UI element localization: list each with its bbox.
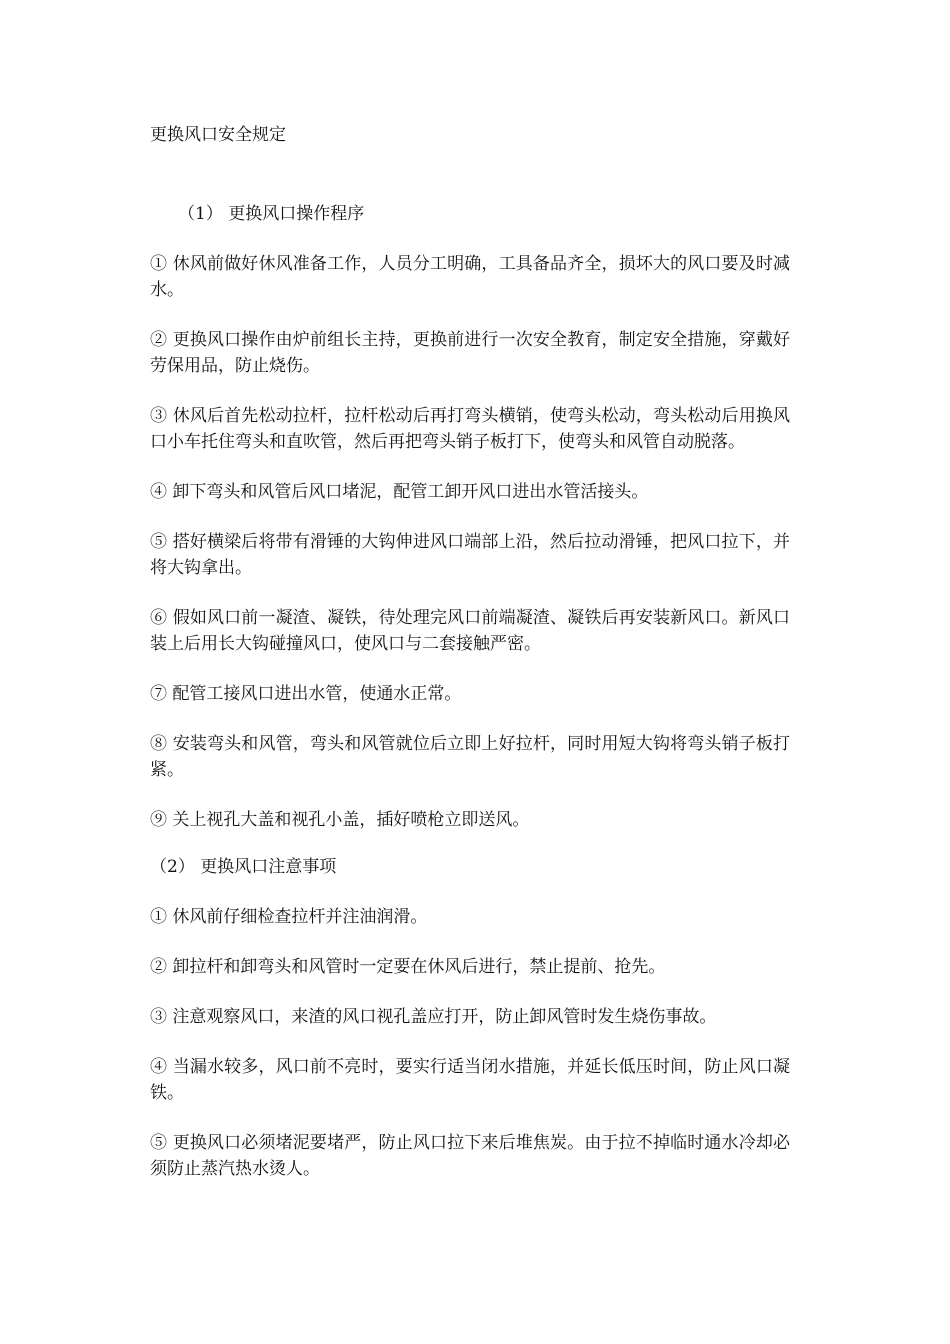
section-heading-2: （2） 更换风口注意事项 <box>150 857 337 877</box>
section-2-item-5: ⑤ 更换风口必须堵泥要堵严，防止风口拉下来后堆焦炭。由于拉不掉临时通水冷却必须防止蒸汽热水烫人。 <box>150 1133 790 1179</box>
section-2-item-3: ③ 注意观察风口，来渣的风口视孔盖应打开，防止卸风管时发生烧伤事故。 <box>150 1007 717 1027</box>
section-heading-1: （1） 更换风口操作程序 <box>178 204 365 224</box>
section-1-item-4: ④ 卸下弯头和风管后风口堵泥，配管工卸开风口进出水管活接头。 <box>150 482 649 502</box>
document-title: 更换风口安全规定 <box>150 125 286 145</box>
section-1-item-8: ⑧ 安装弯头和风管，弯头和风管就位后立即上好拉杆，同时用短大钩将弯头销子板打紧。 <box>150 734 790 780</box>
section-2-item-1: ① 休风前仔细检查拉杆并注油润滑。 <box>150 907 428 927</box>
section-1-item-9: ⑨ 关上视孔大盖和视孔小盖，插好喷枪立即送风。 <box>150 810 530 830</box>
section-2-item-2: ② 卸拉杆和卸弯头和风管时一定要在休风后进行，禁止提前、抢先。 <box>150 957 666 977</box>
section-1-item-3: ③ 休风后首先松动拉杆，拉杆松动后再打弯头横销，使弯头松动，弯头松动后用换风口小车托住弯头和直吹管，然后再把弯头销子板打下，使弯头和风管自动脱落。 <box>150 406 790 452</box>
section-2-item-4: ④ 当漏水较多，风口前不亮时，要实行适当闭水措施，并延长低压时间，防止风口凝铁。 <box>150 1057 790 1103</box>
document-page <box>150 122 790 1206</box>
section-1-item-1: ① 休风前做好休风准备工作，人员分工明确，工具备品齐全，损坏大的风口要及时减水。 <box>150 254 790 300</box>
section-1-item-2: ② 更换风口操作由炉前组长主持，更换前进行一次安全教育，制定安全措施，穿戴好劳保用品，防止烧伤。 <box>150 330 790 376</box>
section-1-item-6: ⑥ 假如风口前一凝渣、凝铁，待处理完风口前端凝渣、凝铁后再安装新风口。新风口装上后用长大钩碰撞风口，使风口与二套接触严密。 <box>150 608 790 654</box>
section-1-item-5: ⑤ 搭好横梁后将带有滑锤的大钩伸进风口端部上沿，然后拉动滑锤，把风口拉下，并将大钩拿出。 <box>150 532 790 578</box>
section-1-item-7: ⑦ 配管工接风口进出水管，使通水正常。 <box>150 684 462 704</box>
